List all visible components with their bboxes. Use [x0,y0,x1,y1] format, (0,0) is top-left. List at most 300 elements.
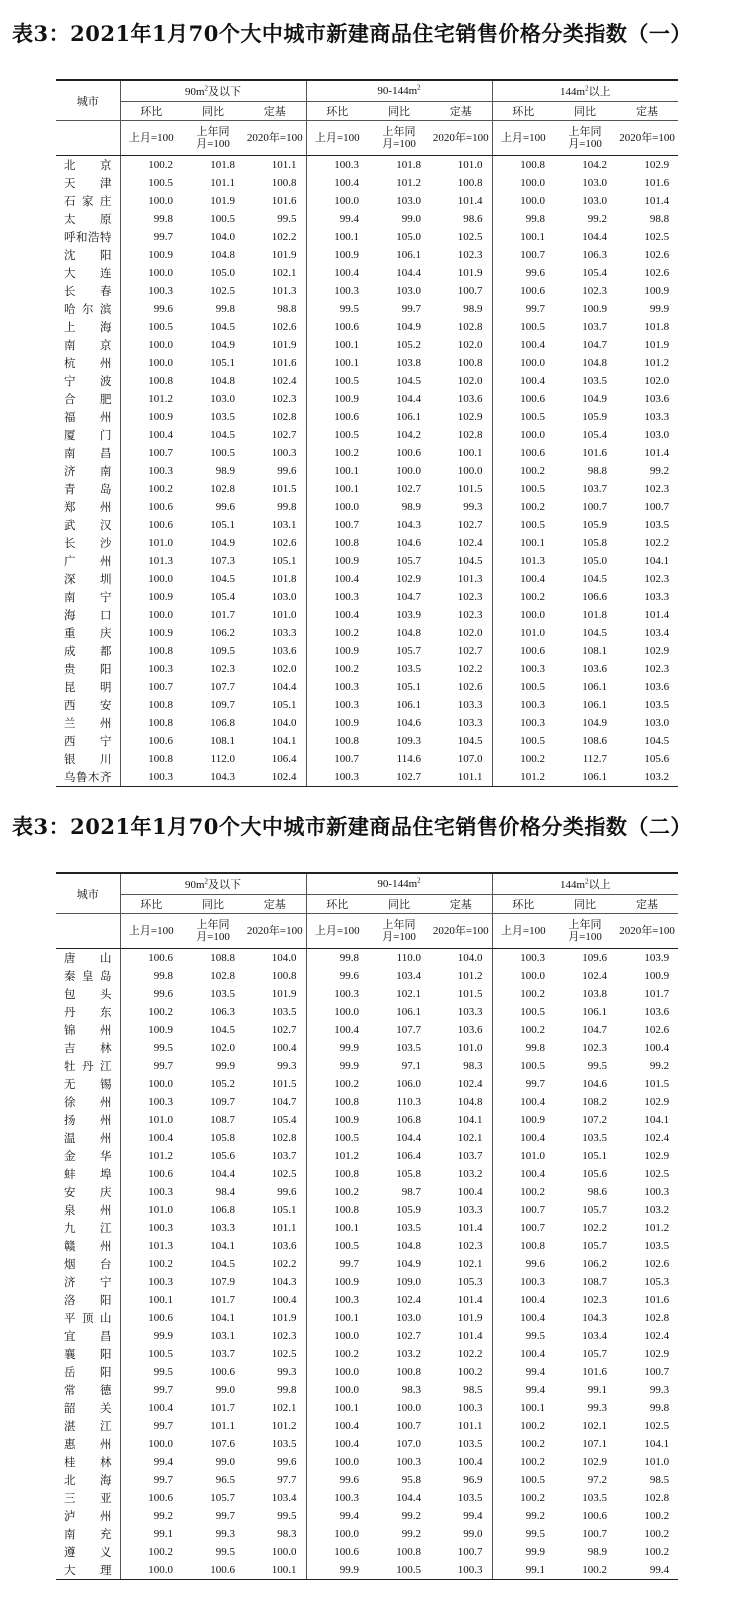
index-value-cell: 102.8 [210,970,235,982]
index-value-cell: 100.3 [271,447,297,459]
index-value-cell: 100.8 [120,696,182,714]
index-value-cell: 102.4 [644,1330,670,1342]
index-value-cell: 101.4 [644,447,670,459]
index-value-cell: 102.6 [644,1258,670,1270]
index-value-cell: 100.3 [306,156,368,175]
index-value-cell: 104.9 [396,1258,422,1270]
index-value-cell: 106.3 [210,1006,235,1018]
index-value-cell: 102.6 [457,681,483,693]
index-value-cell: 101.6 [582,447,608,459]
index-value-cell: 104.0 [271,952,297,964]
table-row [56,1453,678,1471]
index-value-cell: 100.3 [492,660,554,678]
index-value-cell: 101.2 [120,1147,182,1165]
index-value-cell: 99.0 [215,1456,235,1468]
index-value-cell: 100.0 [120,336,182,354]
fixed-base-note: 2020年=100 [616,121,678,156]
index-value-cell: 100.4 [492,570,554,588]
index-value-cell: 98.9 [587,1546,608,1558]
index-value-cell: 107.0 [457,753,483,765]
index-value-cell: 101.1 [430,768,492,787]
index-value-cell: 104.3 [396,519,422,531]
index-value-cell: 101.3 [457,573,483,585]
index-value-cell: 100.5 [492,480,554,498]
index-value-cell: 100.2 [492,985,554,1003]
index-value-cell: 100.9 [120,246,182,264]
table-row [56,1057,678,1075]
index-value-cell: 101.5 [457,483,483,495]
index-value-cell: 102.4 [457,537,483,549]
index-value-cell: 100.0 [306,1363,368,1381]
index-value-cell: 99.2 [120,1507,182,1525]
index-value-cell: 103.2 [396,1348,422,1360]
index-value-cell: 100.4 [492,336,554,354]
table-row [56,1435,678,1453]
city-name-cell: 无锡 [64,1077,112,1091]
table-row [56,606,678,624]
index-value-cell: 100.0 [306,1525,368,1543]
index-value-cell: 104.5 [457,735,483,747]
index-value-cell: 104.1 [644,1438,670,1450]
table-row [56,1561,678,1580]
yoy-base-note: 上年同 月=100 [182,914,244,949]
index-value-cell: 100.9 [120,408,182,426]
city-name-cell: 海口 [64,608,112,622]
index-value-cell: 99.2 [649,1060,670,1072]
index-value-cell: 105.0 [582,555,608,567]
index-value-cell: 102.3 [210,663,235,675]
table-row [56,264,678,282]
index-value-cell: 101.8 [582,609,608,621]
index-value-cell: 105.4 [582,429,608,441]
index-value-cell: 100.2 [492,1183,554,1201]
index-value-cell: 105.9 [396,1204,422,1216]
city-name-cell: 福州 [64,410,112,424]
index-value-cell: 102.3 [644,573,670,585]
index-value-cell: 102.1 [271,267,297,279]
index-value-cell: 99.4 [306,210,368,228]
index-value-cell: 99.2 [587,213,608,225]
index-value-cell: 100.3 [120,462,182,480]
index-value-cell: 103.0 [396,1312,422,1324]
index-value-cell: 100.2 [306,444,368,462]
city-name-cell: 蚌埠 [64,1167,112,1181]
index-value-cell: 100.8 [271,970,297,982]
index-value-cell: 100.8 [120,372,182,390]
index-value-cell: 104.1 [644,1114,670,1126]
index-value-cell: 100.5 [368,1561,430,1580]
index-value-cell: 102.3 [644,483,670,495]
city-name-cell: 湛江 [64,1419,112,1433]
city-name-cell: 南充 [64,1527,112,1541]
index-value-cell: 105.6 [210,1150,235,1162]
index-value-cell: 100.5 [120,1345,182,1363]
index-value-cell: 100.1 [120,1291,182,1309]
index-value-cell: 98.3 [277,1528,297,1540]
index-value-cell: 100.3 [120,1273,182,1291]
index-value-cell: 104.0 [210,231,235,243]
index-value-cell: 105.4 [582,267,608,279]
index-value-cell: 100.1 [457,447,483,459]
index-value-cell: 103.2 [616,768,678,787]
index-value-cell: 105.3 [644,1276,670,1288]
index-value-cell: 100.0 [306,1327,368,1345]
index-value-cell: 102.5 [644,231,670,243]
index-value-cell: 109.0 [396,1276,422,1288]
index-value-cell: 100.8 [306,1165,368,1183]
index-value-cell: 99.9 [120,1327,182,1345]
city-name-cell: 惠州 [64,1437,112,1451]
table-row [56,1471,678,1489]
table-row [56,534,678,552]
table-row [56,390,678,408]
table-row [56,210,678,228]
table-row [56,1039,678,1057]
index-value-cell: 100.5 [492,732,554,750]
index-value-cell: 100.2 [457,1366,483,1378]
table-row [56,1201,678,1219]
index-value-cell: 103.6 [582,663,608,675]
index-value-cell: 99.5 [306,300,368,318]
index-value-cell: 102.4 [396,1294,422,1306]
index-value-cell: 103.0 [582,177,608,189]
index-value-cell: 106.1 [396,1006,422,1018]
city-name-cell: 济南 [64,464,112,478]
index-value-cell: 99.3 [277,1366,297,1378]
index-value-cell: 103.2 [457,1168,483,1180]
index-value-cell: 103.0 [396,195,422,207]
index-value-cell: 98.9 [401,501,422,513]
index-value-cell: 101.2 [306,1147,368,1165]
index-value-cell: 104.7 [271,1096,297,1108]
index-value-cell: 103.5 [396,663,422,675]
city-name-cell: 三亚 [64,1491,112,1505]
index-value-cell: 105.7 [396,555,422,567]
index-value-cell: 102.2 [271,231,297,243]
yoy-base-note: 上年同 月=100 [182,121,244,156]
index-value-cell: 100.7 [306,750,368,768]
index-value-cell: 100.5 [306,426,368,444]
index-value-cell: 98.5 [463,1384,483,1396]
city-name-cell: 哈尔滨 [64,302,112,316]
yoy-base-note: 上年同 月=100 [554,914,616,949]
index-value-cell: 100.8 [457,357,483,369]
index-value-cell: 101.6 [271,357,297,369]
index-value-cell: 98.8 [277,303,297,315]
city-name-cell: 成都 [64,644,112,658]
mom-base-note: 上月=100 [492,914,554,949]
index-value-cell: 103.3 [457,717,483,729]
index-value-cell: 104.5 [457,555,483,567]
index-value-cell: 100.4 [306,1435,368,1453]
table-row [56,336,678,354]
index-value-cell: 100.0 [120,264,182,282]
index-value-cell: 100.1 [492,228,554,246]
index-value-cell: 102.3 [457,591,483,603]
index-value-cell: 99.3 [215,1528,235,1540]
index-value-cell: 100.9 [644,970,670,982]
index-value-cell: 99.0 [215,1384,235,1396]
index-value-cell: 100.5 [120,174,182,192]
index-value-cell: 103.2 [644,1204,670,1216]
index-value-cell: 104.0 [457,952,483,964]
index-value-cell: 103.6 [644,681,670,693]
index-value-cell: 103.3 [271,627,297,639]
index-value-cell: 100.3 [306,768,368,787]
table-row [56,1219,678,1237]
index-value-cell: 100.2 [120,1543,182,1561]
fixed-base-note: 2020年=100 [244,121,306,156]
table-row [56,1345,678,1363]
index-value-cell: 101.7 [210,1402,235,1414]
index-value-cell: 104.0 [271,717,297,729]
mom-base-note: 上月=100 [120,121,182,156]
index-value-cell: 106.4 [396,1150,422,1162]
city-name-cell: 金华 [64,1149,112,1163]
index-value-cell: 103.4 [644,627,670,639]
table-row [56,1111,678,1129]
index-value-cell: 100.4 [457,1186,483,1198]
index-value-cell: 104.9 [582,393,608,405]
index-value-cell: 100.2 [120,1255,182,1273]
index-value-cell: 102.3 [582,1294,608,1306]
index-value-cell: 108.1 [210,735,235,747]
index-value-cell: 100.7 [492,1219,554,1237]
index-value-cell: 100.2 [120,480,182,498]
fixed-base-note: 2020年=100 [430,914,492,949]
city-name-cell: 遵义 [64,1545,112,1559]
index-value-cell: 98.7 [401,1186,422,1198]
index-value-cell: 101.1 [210,1420,235,1432]
index-value-cell: 104.1 [457,1114,483,1126]
table-row [56,426,678,444]
city-header: 城市 [56,873,120,914]
index-value-cell: 99.6 [277,1456,297,1468]
index-value-cell: 100.1 [306,1219,368,1237]
fixed-base-note: 2020年=100 [616,914,678,949]
city-name-cell: 洛阳 [64,1293,112,1307]
index-value-cell: 101.8 [271,573,297,585]
index-value-cell: 104.4 [582,231,608,243]
index-value-cell: 101.4 [457,1330,483,1342]
index-value-cell: 100.7 [644,1366,670,1378]
index-value-cell: 104.1 [644,555,670,567]
table-row [56,1183,678,1201]
index-value-cell: 104.5 [582,573,608,585]
index-value-cell: 100.2 [492,588,554,606]
index-value-cell: 108.8 [210,952,235,964]
table-row [56,174,678,192]
index-value-cell: 102.3 [644,663,670,675]
table-row [56,624,678,642]
price-index-table-2 [56,872,678,1580]
table-row [56,1327,678,1345]
index-value-cell: 100.0 [306,1003,368,1021]
index-value-cell: 100.8 [306,534,368,552]
index-value-cell: 101.2 [457,970,483,982]
index-value-cell: 104.9 [210,537,235,549]
index-value-cell: 104.4 [396,1492,422,1504]
index-value-cell: 103.5 [396,1042,422,1054]
index-value-cell: 102.2 [457,663,483,675]
index-value-cell: 102.0 [271,663,297,675]
index-value-cell: 103.4 [271,1492,297,1504]
index-value-cell: 108.7 [210,1114,235,1126]
index-value-cell: 100.4 [306,1417,368,1435]
yoy-header: 同比 [182,102,244,121]
table-row [56,1021,678,1039]
index-value-cell: 100.4 [492,1291,554,1309]
index-value-cell: 109.7 [210,1096,235,1108]
index-value-cell: 108.6 [582,735,608,747]
index-value-cell: 106.2 [582,1258,608,1270]
index-value-cell: 99.8 [492,1039,554,1057]
index-value-cell: 102.1 [457,1258,483,1270]
group-header-90-144: $90-144m^2$ [306,80,492,102]
index-value-cell: 100.8 [271,177,297,189]
table-row [56,1075,678,1093]
index-value-cell: 100.0 [120,606,182,624]
city-name-cell: 南京 [64,338,112,352]
index-value-cell: 98.9 [215,465,235,477]
index-value-cell: 102.6 [271,321,297,333]
index-value-cell: 99.7 [120,1057,182,1075]
index-value-cell: 102.6 [644,267,670,279]
table-row [56,660,678,678]
index-value-cell: 104.5 [210,1258,235,1270]
index-value-cell: 100.2 [492,1417,554,1435]
mom-header: 环比 [120,102,182,121]
index-value-cell: 100.3 [120,1219,182,1237]
table-row [56,462,678,480]
city-name-cell: 唐山 [64,951,112,965]
city-header-blank [56,914,120,949]
index-value-cell: 102.6 [644,249,670,261]
index-value-cell: 99.6 [306,1471,368,1489]
city-name-cell: 牡丹江 [64,1059,112,1073]
index-value-cell: 100.0 [457,465,483,477]
index-value-cell: 107.3 [210,555,235,567]
city-name-cell: 郑州 [64,500,112,514]
mom-header: 环比 [492,102,554,121]
table-row [56,552,678,570]
index-value-cell: 100.1 [306,336,368,354]
index-value-cell: 100.6 [210,1366,235,1378]
index-value-cell: 102.6 [271,537,297,549]
city-name-cell: 扬州 [64,1113,112,1127]
index-value-cell: 99.0 [463,1528,483,1540]
index-value-cell: 100.0 [492,426,554,444]
index-value-cell: 100.0 [120,192,182,210]
city-name-cell: 桂林 [64,1455,112,1469]
index-value-cell: 103.4 [582,1330,608,1342]
index-value-cell: 105.3 [457,1276,483,1288]
table-row [56,444,678,462]
index-value-cell: 100.2 [306,624,368,642]
city-name-cell: 沈阳 [64,248,112,262]
mom-header: 环比 [306,102,368,121]
table-row [56,949,678,968]
table-title: 表3：2021年1月70个大中城市新建商品住宅销售价格分类指数（一） [12,21,692,46]
index-value-cell: 102.7 [271,429,297,441]
index-value-cell: 102.8 [210,483,235,495]
city-name-cell: 广州 [64,554,112,568]
index-value-cell: 106.8 [396,1114,422,1126]
index-value-cell: 103.5 [457,1438,483,1450]
index-value-cell: 101.2 [271,1420,297,1432]
index-value-cell: 99.9 [649,303,670,315]
table-row [56,985,678,1003]
index-value-cell: 101.3 [120,552,182,570]
table-body [56,949,678,1580]
index-value-cell: 104.9 [396,321,422,333]
index-value-cell: 98.3 [401,1384,422,1396]
index-value-cell: 100.3 [120,660,182,678]
city-name-cell: 韶关 [64,1401,112,1415]
city-name-cell: 南宁 [64,590,112,604]
index-value-cell: 106.1 [582,699,608,711]
index-value-cell: 100.6 [120,949,182,968]
city-name-cell: 西安 [64,698,112,712]
index-value-cell: 105.1 [271,699,297,711]
index-value-cell: 100.4 [120,426,182,444]
index-value-cell: 100.8 [396,1546,422,1558]
index-value-cell: 99.1 [492,1561,554,1580]
city-header: 城市 [56,80,120,121]
index-value-cell: 101.2 [644,357,670,369]
index-value-cell: 100.9 [306,642,368,660]
index-value-cell: 105.2 [210,1078,235,1090]
index-value-cell: 100.1 [306,462,368,480]
index-value-cell: 100.3 [492,714,554,732]
index-value-cell: 102.7 [457,645,483,657]
table-row [56,1147,678,1165]
index-value-cell: 102.0 [457,339,483,351]
index-value-cell: 105.7 [582,1348,608,1360]
city-name-cell: 泸州 [64,1509,112,1523]
index-value-cell: 101.4 [457,195,483,207]
index-value-cell: 109.7 [210,699,235,711]
city-name-cell: 九江 [64,1221,112,1235]
index-value-cell: 102.0 [644,375,670,387]
index-value-cell: 100.1 [244,1561,306,1580]
index-value-cell: 100.4 [306,606,368,624]
index-value-cell: 102.3 [457,609,483,621]
index-value-cell: 100.6 [120,498,182,516]
index-value-cell: 105.1 [396,681,422,693]
index-value-cell: 103.9 [396,609,422,621]
index-value-cell: 99.7 [306,1255,368,1273]
index-value-cell: 101.8 [396,159,422,171]
index-value-cell: 106.1 [582,681,608,693]
index-value-cell: 100.0 [306,498,368,516]
index-value-cell: 104.4 [271,681,297,693]
index-value-cell: 100.3 [306,1291,368,1309]
index-value-cell: 100.9 [120,1021,182,1039]
index-value-cell: 107.2 [582,1114,608,1126]
index-value-cell: 102.1 [271,1402,297,1414]
index-value-cell: 99.7 [492,300,554,318]
index-value-cell: 103.7 [457,1150,483,1162]
index-value-cell: 99.6 [277,465,297,477]
index-value-cell: 101.4 [457,1294,483,1306]
index-value-cell: 106.8 [210,717,235,729]
city-name-cell: 西宁 [64,734,112,748]
city-name-cell: 杭州 [64,356,112,370]
index-value-cell: 98.9 [463,303,483,315]
city-name-cell: 大理 [56,1561,120,1580]
index-value-cell: 101.8 [210,159,235,171]
